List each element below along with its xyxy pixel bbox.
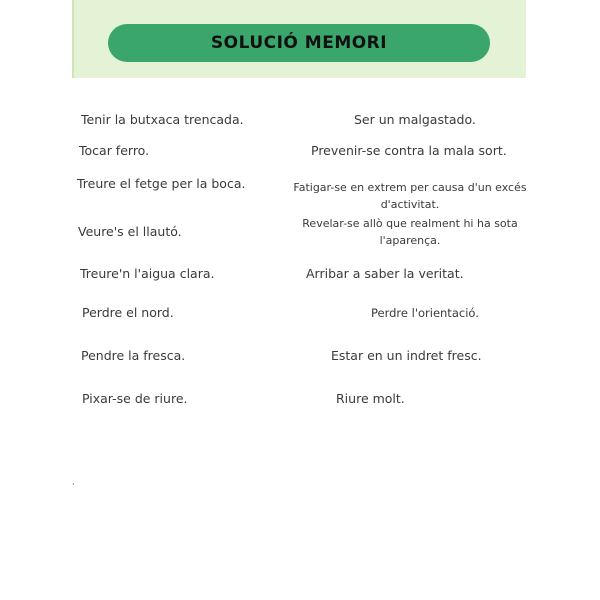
left-rule (72, 0, 74, 78)
stray-mark: ‚ (72, 477, 75, 486)
expression-2: Tocar ferro. (79, 143, 150, 158)
expression-3: Treure el fetge per la boca. (77, 176, 246, 191)
meaning-3: Fatigar-se en extrem per causa d'un excés d'activitat. (293, 181, 527, 211)
expression-5: Treure'n l'aigua clara. (80, 266, 215, 281)
meaning-5: Arribar a saber la veritat. (306, 266, 464, 281)
expression-7: Pendre la fresca. (81, 348, 186, 363)
page-title: SOLUCIÓ MEMORI (210, 33, 388, 53)
expression-6: Perdre el nord. (82, 305, 174, 320)
expression-8: Pixar-se de riure. (82, 391, 188, 406)
title-banner (108, 24, 490, 62)
expression-1: Tenir la butxaca trencada. (81, 112, 244, 127)
meaning-2: Prevenir-se contra la mala sort. (311, 143, 507, 158)
meaning-8: Riure molt. (336, 391, 405, 406)
meaning-6: Perdre l'orientació. (371, 306, 479, 320)
meaning-1: Ser un malgastado. (354, 112, 476, 127)
meaning-4: Revelar-se allò que realment hi ha sota l'aparença. (302, 217, 518, 247)
expression-4: Veure's el llautó. (78, 224, 182, 239)
meaning-7: Estar en un indret fresc. (331, 348, 482, 363)
